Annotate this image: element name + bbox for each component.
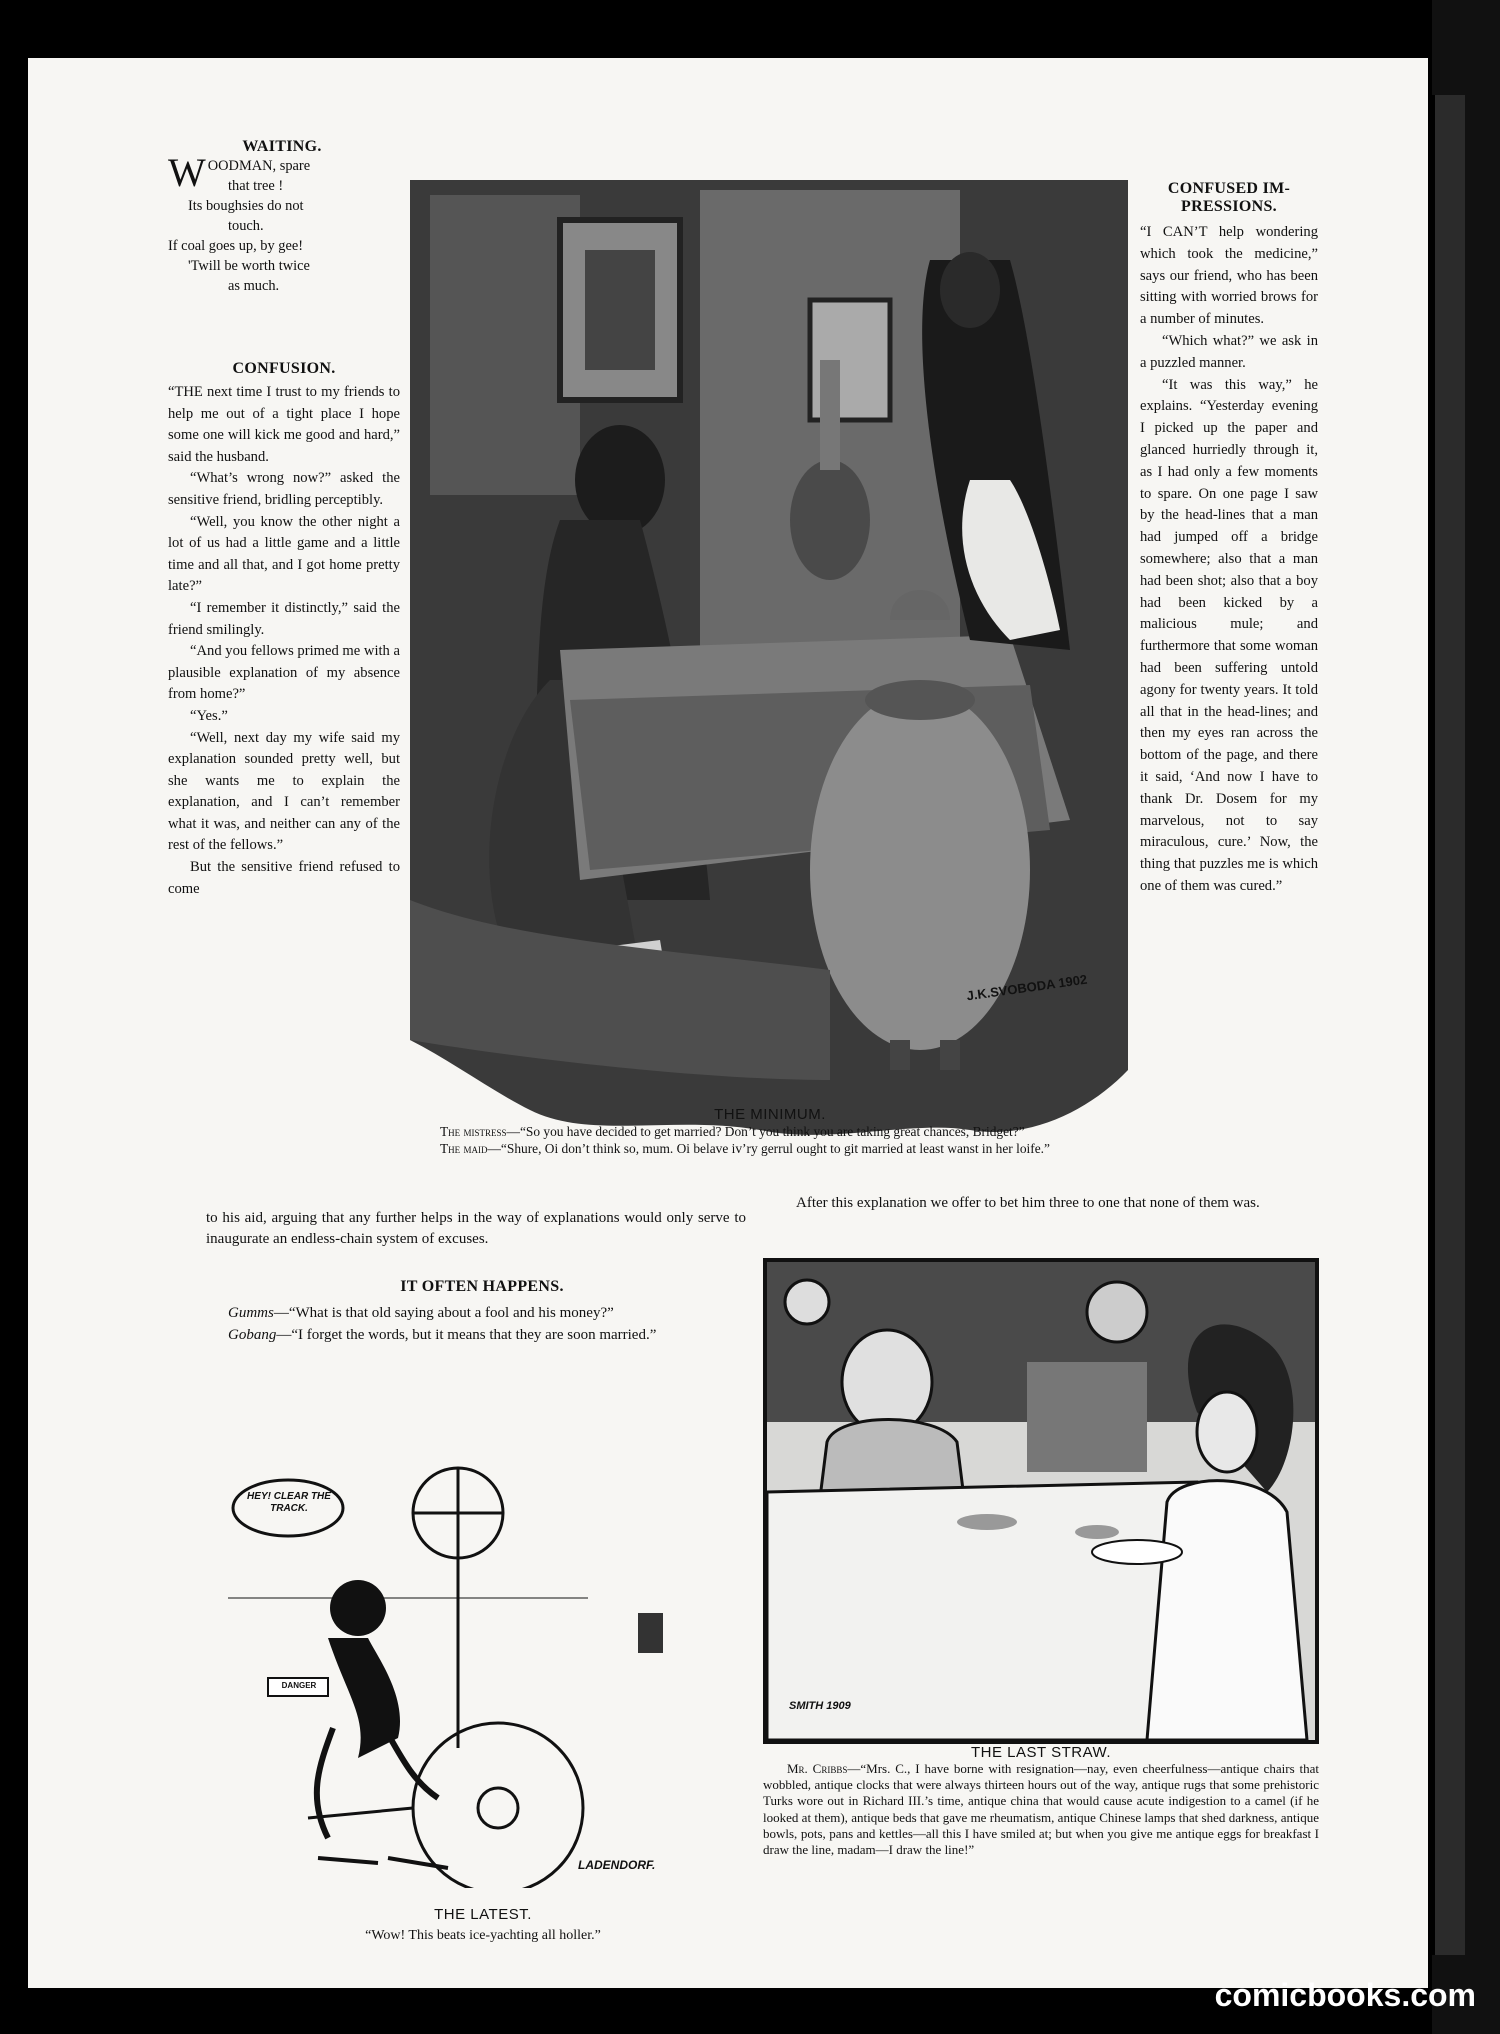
right-scan-edge: [1432, 0, 1500, 2034]
latest-caption-title: THE LATEST.: [434, 1906, 532, 1923]
minimum-drawing: [410, 180, 1128, 1145]
confusion-paragraph-1: “THE next time I trust to my friends to help me out of a tight place I hope some one will kick me good and hard,” said the husband.: [168, 384, 400, 465]
last-straw-artist-signature: SMITH 1909: [789, 1700, 851, 1712]
waiting-line-1: OODMAN, spare: [207, 158, 311, 174]
confusion-article: [168, 360, 400, 900]
confused-continuation: After this explanation we offer to bet him three to one that none of them was.: [796, 1195, 1260, 1211]
confused-impressions-article: [1140, 180, 1318, 898]
latest-drawing: [208, 1418, 758, 1888]
waiting-poem: [168, 138, 396, 296]
latest-cartoon: [208, 1418, 758, 1978]
minimum-caption-title: THE MINIMUM.: [714, 1106, 826, 1123]
confused-title-line-2: PRESSIONS.: [1181, 198, 1277, 215]
last-straw-illustration: [763, 1258, 1319, 1744]
often-happens-article: [206, 1278, 758, 1346]
confusion-paragraph-8: But the sensitive friend refused to come: [168, 859, 400, 897]
latest-speech-balloon: HEY! CLEAR THE TRACK.: [247, 1491, 331, 1514]
gobang-line: —“I forget the words, but it means that they are soon married.”: [276, 1327, 657, 1343]
confusion-paragraph-7: “Well, next day my wife said my explanation sounded pretty well, but she wants me to explain the explanation, and I can’t remember what it was, and neither can any of the rest of the fellows.”: [168, 729, 400, 854]
magazine-page: [28, 58, 1428, 1988]
last-straw-caption-title: THE LAST STRAW.: [970, 1744, 1112, 1761]
maid-line: —“Shure, Oi don’t think so, mum. Oi belave iv’ry gerrul ought to git married at least wanst in her loife.”: [487, 1141, 1050, 1156]
last-straw-caption: [763, 1744, 1319, 1858]
maid-label: The maid: [440, 1141, 488, 1156]
confusion-paragraph-4: “I remember it distinctly,” said the friend smilingly.: [168, 599, 400, 638]
mistress-line: —“So you have decided to get married? Don’t you think you are taking great chances, Bridget?”: [506, 1124, 1025, 1139]
last-straw-drawing: [767, 1262, 1315, 1740]
confused-paragraph-2: “Which what?” we ask in a puzzled manner.: [1140, 332, 1318, 371]
latest-caption: “Wow! This beats ice-yachting all holler.”: [365, 1928, 601, 1943]
waiting-line-2: that tree !: [228, 178, 284, 194]
confusion-paragraph-3: “Well, you know the other night a lot of us had a little game and a little time and all that, and I got home pretty late?”: [168, 513, 400, 595]
confusion-title: CONFUSION.: [232, 360, 336, 377]
cribbs-label: Mr. Cribbs: [787, 1761, 848, 1776]
confusion-paragraph-6: “Yes.”: [190, 707, 228, 724]
cribbs-line: —“Mrs. C., I have borne with resignation—nay, even cheerfulness—antique chairs that wobbled, antique clocks that were always thirteen hours out of the way, antique rugs that some prehistoric Turks wore out in Richard III.’s time, antique china that would cause acute indigestion to a camel (if he looked at them), antique beds that gave me rheumatism, antique Chinese lamps that shed darkness, antique bowls, pots, pans and kettles—all this I have smiled at; but when you give me antique eggs for breakfast I draw the line, madam—I draw the line!”: [763, 1761, 1320, 1858]
waiting-line-5: If coal goes up, by gee!: [168, 238, 304, 254]
latest-artist-signature: LADENDORF.: [578, 1858, 656, 1872]
minimum-artist-signature: J.K.SVOBODA 1902: [965, 971, 1089, 1004]
confusion-paragraph-2: “What’s wrong now?” asked the sensitive friend, bridling perceptibly.: [168, 470, 400, 508]
confused-paragraph-1: “I CAN’T help wondering which took the medicine,” says our friend, who has been sitting with worried brows for a number of minutes.: [1140, 224, 1318, 328]
waiting-line-6: 'Twill be worth twice: [188, 258, 310, 274]
site-watermark: comicbooks.com: [1214, 1977, 1476, 2013]
mistress-label: The mistress: [440, 1124, 507, 1139]
gumms-line: —“What is that old saying about a fool and his money?”: [273, 1305, 614, 1321]
waiting-line-3: Its boughsies do not: [188, 198, 304, 214]
minimum-illustration: [410, 180, 1128, 1145]
danger-sign: DANGER: [281, 1681, 317, 1690]
gobang-label: Gobang: [228, 1327, 277, 1343]
confusion-continuation: to his aid, arguing that any further helps in the way of explanations would only serve to inaugurate an endless-chain system of excuses.: [206, 1210, 746, 1247]
waiting-line-4: touch.: [228, 218, 264, 234]
minimum-caption: [410, 1106, 1130, 1157]
waiting-line-7: as much.: [228, 278, 280, 294]
waiting-drop-cap: W: [168, 150, 206, 195]
confused-paragraph-3: “It was this way,” he explains. “Yesterday evening I picked up the paper and glanced hurriedly through it, as I had only a few moments to spare. On one page I saw by the head-lines that a man had jumped off a bridge somewhere; also that a man had been shot; also that a boy had been kicked by a malicious mule; and furthermore that some woman had been suffering untold agony for twenty years. It told all that in the head-lines; and then my eyes ran across the bottom of the page, and there it said, ‘And now I have to thank Dr. Dosem for my marvelous, not to say miraculous, cure.’ Now, the thing that puzzles me is which one of them was cured.”: [1140, 376, 1318, 894]
confusion-paragraph-5: “And you fellows primed me with a plausible explanation of my absence from home?”: [168, 643, 400, 703]
waiting-title: WAITING.: [242, 138, 322, 155]
confused-title-line-1: CONFUSED IM-: [1167, 180, 1291, 197]
often-happens-title: IT OFTEN HAPPENS.: [400, 1278, 564, 1295]
gumms-label: Gumms: [228, 1305, 274, 1321]
